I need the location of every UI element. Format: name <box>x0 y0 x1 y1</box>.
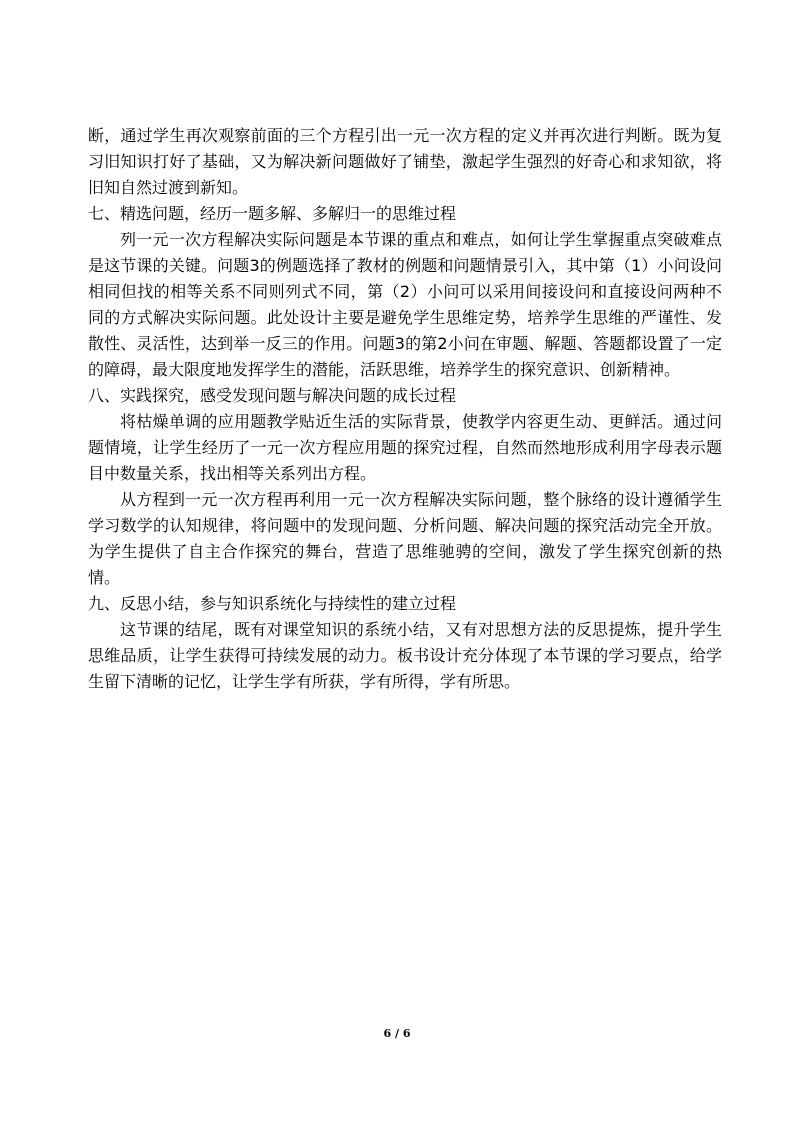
paragraph-section-nine: 这节课的结尾，既有对课堂知识的系统小结，又有对思想方法的反思提炼，提升学生思维品质，让学生获得可持续发展的动力。板书设计充分体现了本节课的学习要点，给学生留下清晰的记忆，让学生学有所获，学有所得，学有所思。 <box>88 620 722 691</box>
paragraph-section-eight-first: 将枯燥单调的应用题教学贴近生活的实际背景，使教学内容更生动、更鲜活。通过问题情境，让学生经历了一元一次方程应用题的探究过程，自然而然地形成利用字母表示题目中数量关系，找出相等关系列出方程。 <box>88 412 722 483</box>
document-body <box>88 123 722 695</box>
section-heading-nine: 九、反思小结，参与知识系统化与持续性的建立过程 <box>88 594 457 613</box>
section-heading-eight: 八、实践探究，感受发现问题与解决问题的成长过程 <box>88 386 457 405</box>
paragraph-section-eight-second: 从方程到一元一次方程再利用一元一次方程解决实际问题，整个脉络的设计遵循学生学习数学的认知规律，将问题中的发现问题、分析问题、解决问题的探究活动完全开放。为学生提供了自主合作探究的舞台，营造了思维驰骋的空间，激发了学生探究创新的热情。 <box>88 490 722 587</box>
section-heading-seven: 七、精选问题，经历一题多解、多解归一的思维过程 <box>88 204 457 223</box>
paragraph-section-seven: 列一元一次方程解决实际问题是本节课的重点和难点，如何让学生掌握重点突破难点是这节课的关键。问题3的例题选择了教材的例题和问题情景引入，其中第（1）小问设问相同但找的相等关系不同则列式不同，第（2）小问可以采用间接设问和直接设问两种不同的方式解决实际问题。此处设计主要是避免学生思维定势，培养学生思维的严谨性、发散性、灵活性，达到举一反三的作用。问题3的第2小问在审题、解题、答题都设置了一定的障碍，最大限度地发挥学生的潜能，活跃思维，培养学生的探究意识、创新精神。 <box>88 230 722 379</box>
paragraph-intro-continuation: 断，通过学生再次观察前面的三个方程引出一元一次方程的定义并再次进行判断。既为复习旧知识打好了基础，又为解决新问题做好了铺垫，激起学生强烈的好奇心和求知欲，将旧知自然过渡到新知。 <box>88 126 722 197</box>
page-number: 6 / 6 <box>383 1027 411 1040</box>
